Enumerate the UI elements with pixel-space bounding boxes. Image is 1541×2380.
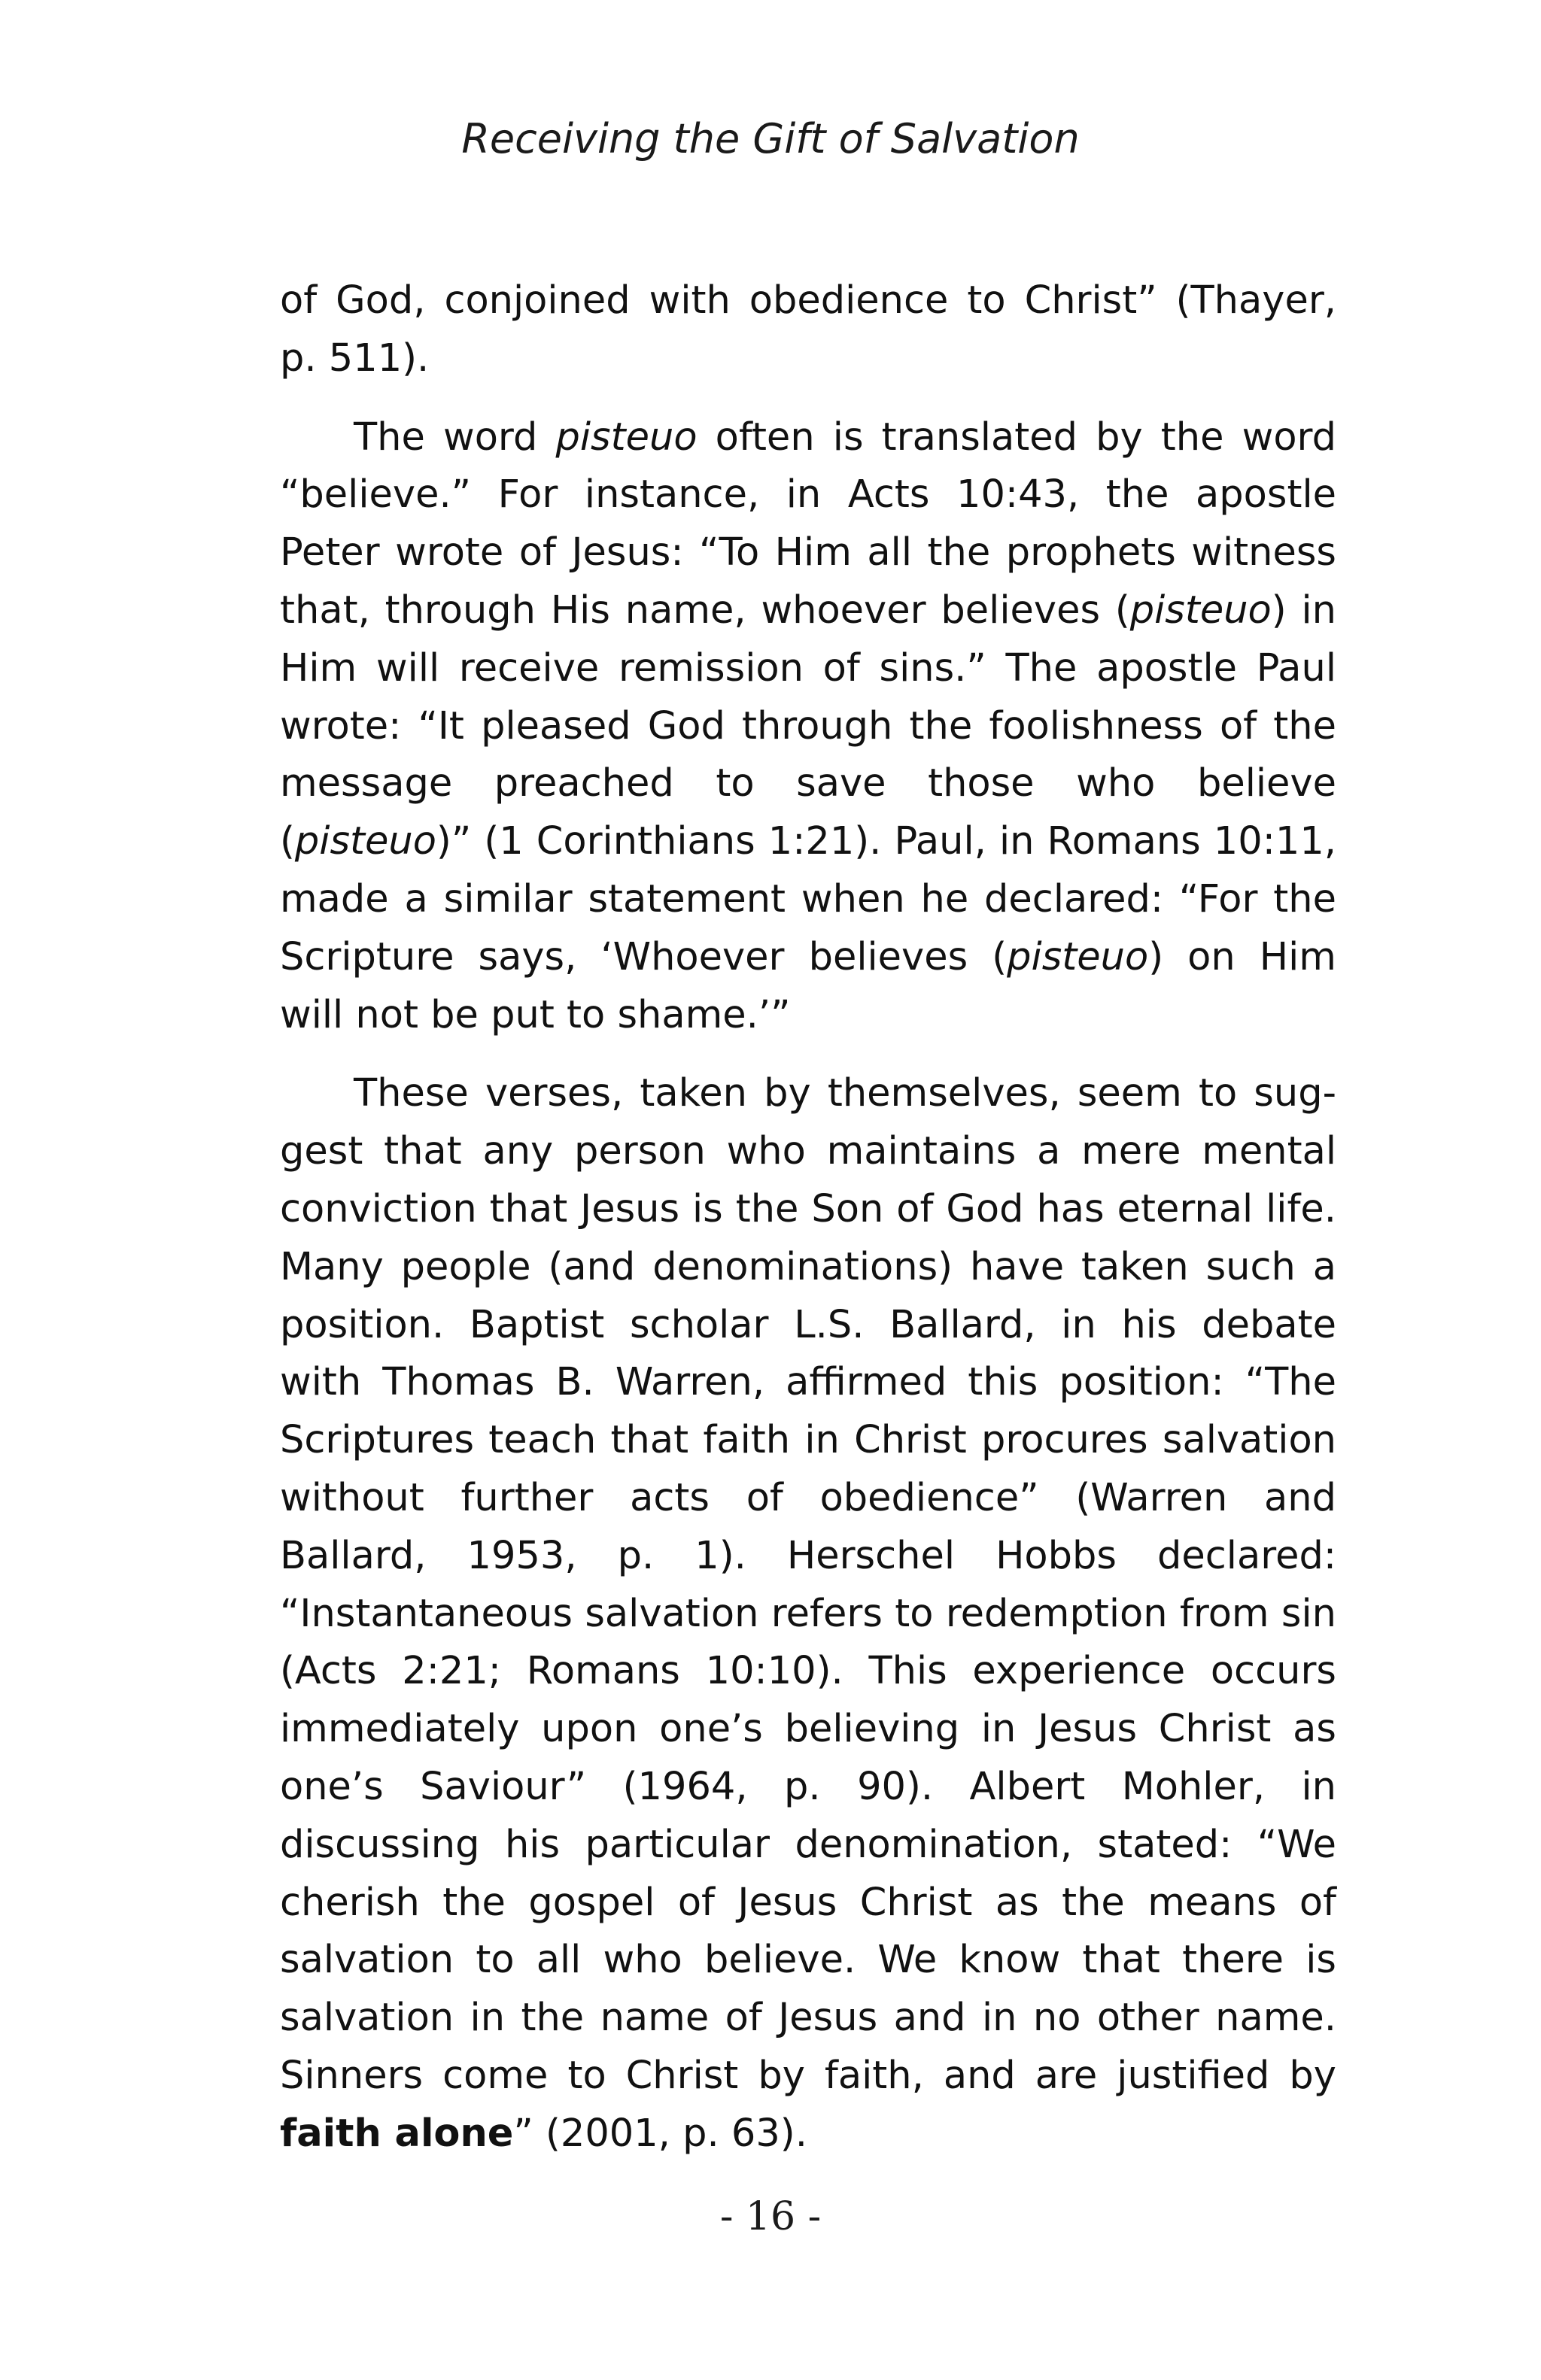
italic-term: pisteuo — [1007, 934, 1149, 979]
italic-term: pisteuo — [294, 819, 436, 864]
bold-emphasis: faith alone — [280, 2111, 514, 2156]
paragraph-thayer-continuation — [280, 272, 1336, 388]
text-run: often is translated by the word “believe.” For instance, in Acts 10:43, the apostle Peter wrote of Jesus: “To Him all the prophets witness that, through His name, whoever believes ( — [280, 414, 1336, 633]
text-run: ) on Him will not be put to shame.’” — [280, 934, 1336, 1037]
text-run: ) in Him will receive remission of sins.” The apostle Paul wrote: “It pleased God through the foolishness of the message preached to save those who believe ( — [280, 587, 1336, 864]
text-run: The word — [354, 414, 556, 460]
text-run: These verses, taken by themselves, seem to suggest that any person who maintains a mere mental conviction that Jesus is the Son of God has eternal life. Many people (and denominations) have taken such a position. Baptist scholar L.S. Ballard, in his debate with Thomas B. Warren, affirmed this position: “The Scriptures teach that faith in Christ procures salvation without further acts of obedience” (Warren and Ballard, 1953, p. 1). Herschel Hobbs declared: “Instantaneous salvation refers to redemption from sin (Acts 2:21; Romans 10:10). This experience occurs immediately upon one’s believing in Jesus Christ as one’s Saviour” (1964, p. 90). Albert Mohler, in discussing his particular denomination, stated: “We cherish the gospel of Jesus Christ as the means of salvation to all who believe. We know that there is salvation in the name of Jesus and in no other name. Sinners come to Christ by faith, and are justified by — [280, 1071, 1336, 2098]
text-run: of God, conjoined with obedience to Christ” (Thayer, p. 511). — [280, 278, 1336, 381]
body-text — [280, 272, 1336, 2163]
running-head-title: Receiving the Gift of Salvation — [461, 115, 1080, 162]
text-run: )” (1 Corinthians 1:21). Paul, in Romans 10:11, made a similar statement when he declared: “For the Scripture says, ‘Whoever believes ( — [280, 819, 1336, 979]
paragraph-pisteuo-believe — [280, 409, 1336, 1045]
italic-term: pisteuo — [555, 414, 698, 460]
page-number: - 16 - — [719, 2194, 822, 2239]
paragraph-mental-conviction — [280, 1065, 1336, 2163]
italic-term: pisteuo — [1129, 587, 1272, 633]
text-run: ” (2001, p. 63). — [513, 2111, 807, 2156]
